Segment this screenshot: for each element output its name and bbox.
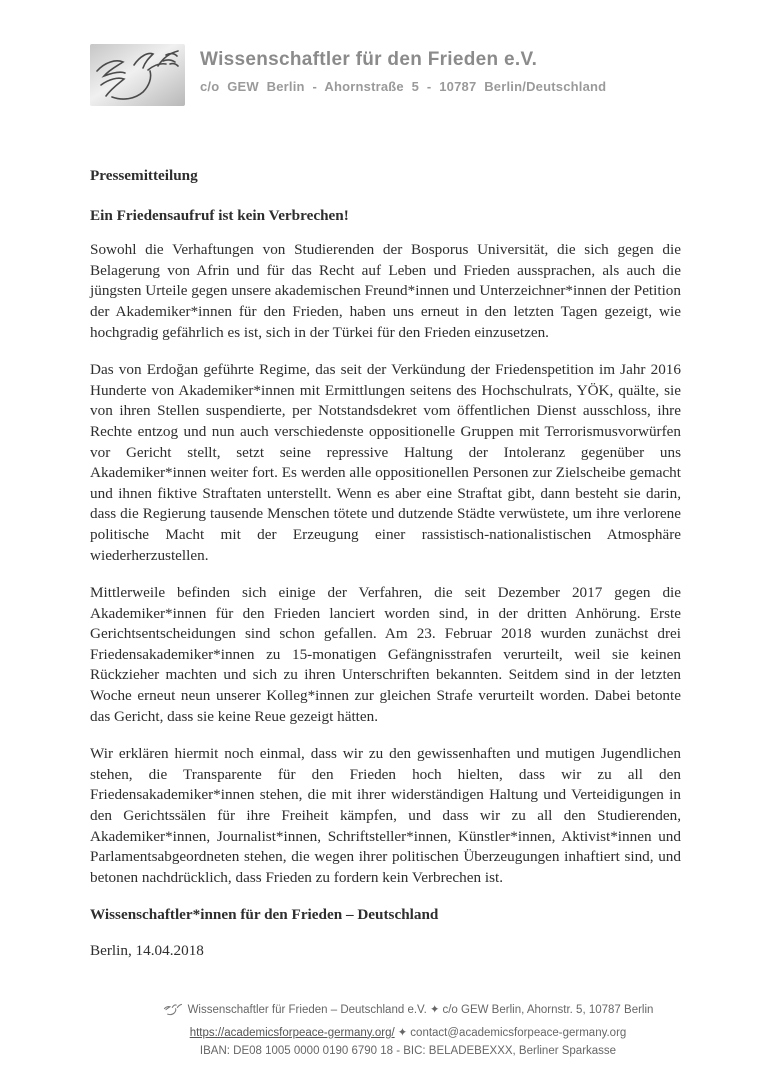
paragraph-1: Sowohl die Verhaftungen von Studierenden der Bosporus Universität, die sich gegen die Belagerung von Afrin und für das Recht auf Leben und Frieden aussprachen, als auch die jüngsten Urteile gegen unsere akademischen Freund*innen und Unterzeichner*innen der Petition der Akademiker*innen für den Frieden, haben uns erneut in den letzten Tagen gezeigt, wie hochgradig gefährlich es ist, sich in der Türkei für den Frieden einzusetzen. [90, 241, 681, 341]
dove-small-icon [163, 1002, 183, 1024]
document-headline: Ein Friedensaufruf ist kein Verbrechen! [90, 206, 349, 224]
document-footer [100, 1001, 716, 1061]
footer-address: c/o GEW Berlin, Ahornstr. 5, 10787 Berlin [442, 1004, 654, 1016]
footer-separator-1: ✦ [429, 1004, 440, 1016]
letterhead [90, 44, 606, 106]
footer-line-org [100, 1001, 716, 1024]
footer-line-bank: IBAN: DE08 1005 0000 0190 6790 18 - BIC: BELADEBEXXX, Berliner Sparkasse [199, 1045, 617, 1057]
document-body [90, 166, 681, 977]
footer-separator-2: ✦ [397, 1026, 408, 1039]
paragraph-4: Wir erklären hiermit noch einmal, dass wir zu den gewissenhaften und mutigen Jugendlichen stehen, die Transparente für den Frieden hoch hielten, dass wir zu all den Friedensakademiker*innen stehen, die mit ihrer widerständigen Haltung und Verteidigungen in den Gerichtssälen für ihre Freiheit kämpfen, und dass wir zu all den Studierenden, Akademiker*innen, Journalist*innen, Schriftsteller*innen, Künstler*innen, Aktivist*innen und Parlamentsabgeordneten stehen, die wegen ihrer politischen Überzeugungen inhaftiert sind, und betonen nachdrücklich, dass Frieden zu fordern kein Verbrechen ist. [90, 745, 681, 886]
footer-email[interactable]: contact@academicsforpeace-germany.org [410, 1026, 627, 1039]
letterhead-text [200, 44, 606, 94]
footer-org-name: Wissenschaftler für Frieden – Deutschland e.V. [187, 1004, 427, 1016]
org-address: c/o GEW Berlin - Ahornstraße 5 - 10787 Berlin/Deutschland [200, 79, 607, 94]
dateline: Berlin, 14.04.2018 [90, 942, 204, 960]
footer-line-contact [100, 1024, 716, 1043]
paragraph-2: Das von Erdoğan geführte Regime, das seit der Verkündung der Friedenspetition im Jahr 2016 Hunderte von Akademiker*innen mit Ermittlungen seitens des Hochschulrats, YÖK, quälte, sie von ihren Stellen suspendierte, per Notstandsdekret vom öffentlichen Dienst ausschloss, ihre Rechte entzog und nun auch verschiedenste oppositionelle Gruppen mit Terrorismusvorwürfen vor Gericht stellt, setzt seine repressive Haltung der Intoleranz gegenüber uns Akademiker*innen weiter fort. Es werden alle oppositionellen Personen zur Zielscheibe gemacht und ihnen fiktive Straftaten unterstellt. Wenn es aber eine Straftat gibt, dann besteht sie darin, dass die Regierung tausende Menschen tötete und dutzende Städte verwüstete, um ihre verlorene politische Macht mit der Erzeugung einer rassistisch-nationalistischen Atmosphäre wiederherzustellen. [90, 361, 681, 564]
paragraph-3: Mittlerweile befinden sich einige der Verfahren, die seit Dezember 2017 gegen die Akademiker*innen für den Frieden lanciert worden sind, in der dritten Anhörung. Erste Gerichtsentscheidungen sind schon gefallen. Am 23. Februar 2018 wurden zunächst drei Friedensakademiker*innen zu 15-monatigen Gefängnisstrafen verurteilt, weil sie keinen Rückzieher machten und sich zu ihren Unterschriften bekannten. Seitdem sind in der letzten Woche erneut neun unserer Kolleg*innen zur gleichen Strafe verurteilt worden. Dabei betonte das Gericht, dass sie keine Reue gezeigt hätten. [90, 584, 681, 725]
footer-website-link[interactable]: https://academicsforpeace-germany.org/ [189, 1026, 395, 1039]
org-name: Wissenschaftler für den Frieden e.V. [200, 49, 538, 70]
signature-line: Wissenschaftler*innen für den Frieden – Deutschland [90, 906, 439, 924]
dove-logo-icon [90, 44, 185, 106]
document-kicker: Pressemitteilung [90, 167, 198, 184]
